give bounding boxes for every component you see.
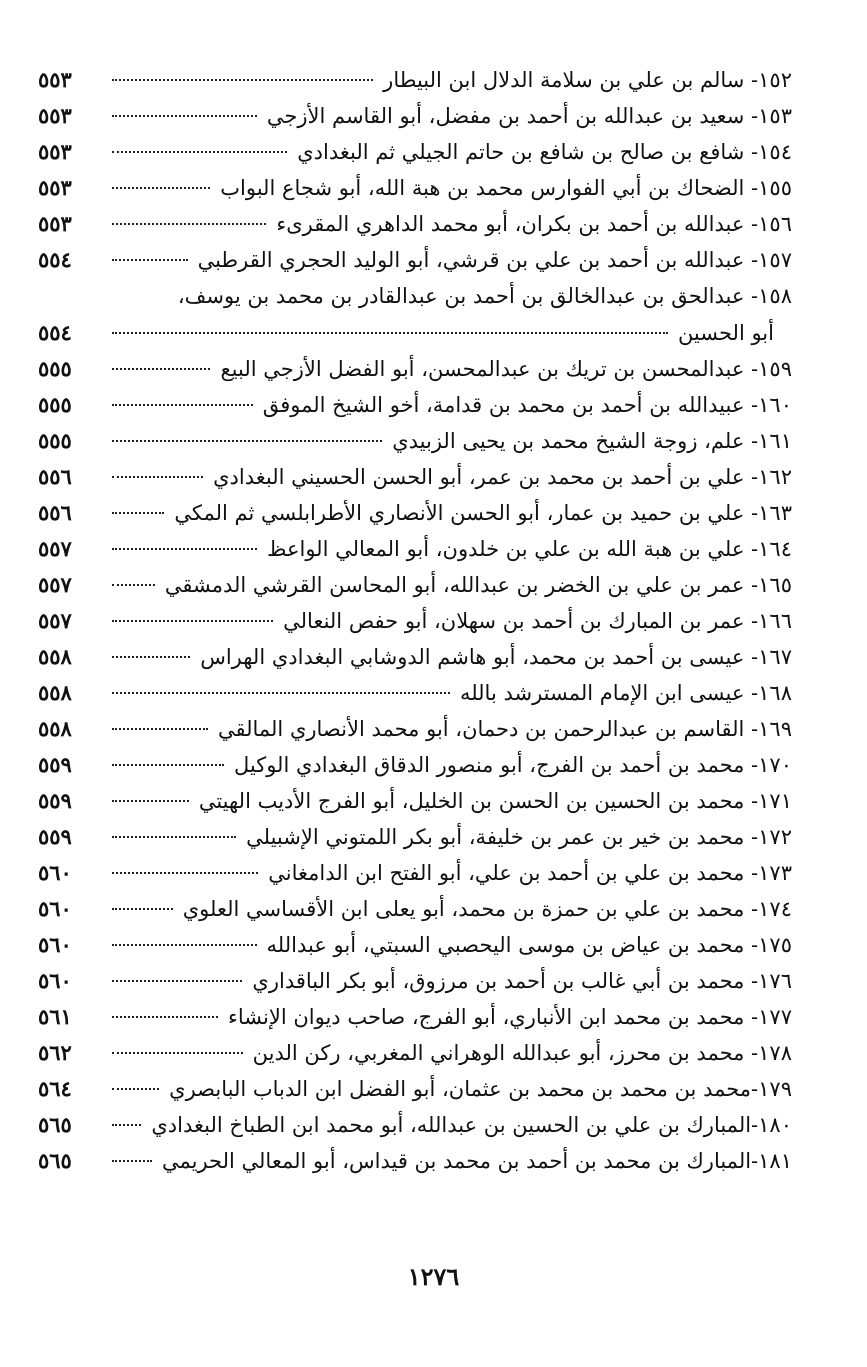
toc-entry-continuation bbox=[38, 315, 792, 351]
entry-page: ٥٥٣ bbox=[38, 175, 72, 200]
entry-title: ١٦٥- عمر بن علي بن الخضر بن عبدالله، أبو المحاسن القرشي الدمشقي bbox=[164, 573, 792, 597]
dot-leader bbox=[112, 259, 188, 261]
entry-page: ٥٥٥ bbox=[38, 356, 72, 381]
toc-entry bbox=[38, 603, 792, 639]
dot-leader bbox=[112, 620, 273, 622]
entry-title: ١٦٧- عيسى بن أحمد بن محمد، أبو هاشم الدوشابي البغدادي الهراس bbox=[200, 645, 792, 669]
dot-leader bbox=[112, 692, 450, 694]
dot-leader bbox=[112, 1016, 218, 1018]
toc-entry bbox=[38, 639, 792, 675]
dot-leader bbox=[112, 944, 257, 946]
entry-page: ٥٦٢ bbox=[38, 1040, 72, 1065]
entry-title: ١٧١- محمد بن الحسين بن الحسن بن الخليل، أبو الفرج الأديب الهيتي bbox=[198, 789, 792, 813]
entry-page: ٥٥٣ bbox=[38, 67, 72, 92]
entry-title: ١٧٠- محمد بن أحمد بن الفرج، أبو منصور الدقاق البغدادي الوكيل bbox=[233, 753, 792, 777]
entry-page: ٥٦٥ bbox=[38, 1148, 72, 1173]
entry-page: ٥٦٠ bbox=[38, 896, 72, 921]
toc-entry bbox=[38, 711, 792, 747]
page-number: ١٢٧٦ bbox=[407, 1262, 460, 1291]
entry-page: ٥٥٩ bbox=[38, 752, 72, 777]
toc-entry bbox=[38, 963, 792, 999]
dot-leader bbox=[112, 548, 257, 550]
toc-entry bbox=[38, 783, 792, 819]
dot-leader bbox=[112, 980, 242, 982]
entry-page: ٥٦٠ bbox=[38, 968, 72, 993]
dot-leader bbox=[112, 404, 253, 406]
toc-entry bbox=[38, 278, 792, 315]
dot-leader bbox=[112, 223, 266, 225]
dot-leader bbox=[112, 440, 382, 442]
toc-entry bbox=[38, 134, 792, 170]
entry-page: ٥٥٦ bbox=[38, 464, 72, 489]
entry-title: ١٦٨- عيسى ابن الإمام المسترشد بالله bbox=[459, 681, 792, 705]
toc-entry bbox=[38, 459, 792, 495]
entry-page: ٥٥٥ bbox=[38, 392, 72, 417]
toc-entry bbox=[38, 351, 792, 387]
entry-title: ١٦٢- علي بن أحمد بن محمد بن عمر، أبو الحسن الحسيني البغدادي bbox=[213, 465, 792, 489]
entry-page: ٥٥٧ bbox=[38, 572, 72, 597]
entry-title: ١٧٢- محمد بن خير بن عمر بن خليفة، أبو بكر اللمتوني الإشبيلي bbox=[246, 825, 792, 849]
entry-title: ١٧٦- محمد بن أبي غالب بن أحمد بن مرزوق، أبو بكر الباقداري bbox=[252, 969, 792, 993]
dot-leader bbox=[112, 476, 203, 478]
dot-leader bbox=[112, 1052, 243, 1054]
entry-title: ١٦٠- عبيدالله بن أحمد بن محمد بن قدامة، أخو الشيخ الموفق bbox=[262, 393, 792, 417]
toc-entry bbox=[38, 242, 792, 278]
dot-leader bbox=[112, 115, 257, 117]
entry-page: ٥٥٨ bbox=[38, 680, 72, 705]
entry-page: ٥٥٤ bbox=[38, 320, 72, 345]
table-of-contents bbox=[38, 62, 792, 1179]
toc-entry bbox=[38, 927, 792, 963]
toc-entry bbox=[38, 891, 792, 927]
entry-page: ٥٥٤ bbox=[38, 247, 72, 272]
toc-entry bbox=[38, 1107, 792, 1143]
entry-page: ٥٥٨ bbox=[38, 716, 72, 741]
entry-title: ١٦٩- القاسم بن عبدالرحمن بن دحمان، أبو محمد الأنصاري المالقي bbox=[217, 717, 792, 741]
entry-title: ١٦١- علم، زوجة الشيخ محمد بن يحيى الزبيدي bbox=[392, 429, 792, 453]
toc-entry bbox=[38, 531, 792, 567]
entry-title: ١٧٩-محمد بن محمد بن محمد بن عثمان، أبو الفضل ابن الدباب البابصري bbox=[169, 1077, 792, 1101]
entry-title: ١٨٠-المبارك بن علي بن الحسين بن عبدالله، أبو محمد ابن الطباخ البغدادي bbox=[151, 1113, 792, 1137]
dot-leader bbox=[112, 332, 668, 334]
entry-title: ١٦٤- علي بن هبة الله بن علي بن خلدون، أبو المعالي الواعظ bbox=[267, 537, 792, 561]
entry-title: ١٥٩- عبدالمحسن بن تريك بن عبدالمحسن، أبو الفضل الأزجي البيع bbox=[220, 357, 792, 381]
dot-leader bbox=[112, 79, 373, 81]
entry-title: ١٥٢- سالم بن علي بن سلامة الدلال ابن البيطار bbox=[383, 68, 792, 92]
dot-leader bbox=[112, 908, 173, 910]
entry-title: ١٥٥- الضحاك بن أبي الفوارس محمد بن هبة الله، أبو شجاع البواب bbox=[220, 176, 792, 200]
entry-title: ١٥٧- عبدالله بن أحمد بن علي بن قرشي، أبو الوليد الحجري القرطبي bbox=[197, 248, 792, 272]
dot-leader bbox=[112, 512, 164, 514]
entry-page: ٥٥٥ bbox=[38, 428, 72, 453]
entry-page: ٥٥٩ bbox=[38, 824, 72, 849]
entry-title: ١٧٤- محمد بن علي بن حمزة بن محمد، أبو يعلى ابن الأقساسي العلوي bbox=[182, 897, 792, 921]
entry-page: ٥٦٠ bbox=[38, 860, 72, 885]
entry-page: ٥٥٣ bbox=[38, 139, 72, 164]
dot-leader bbox=[112, 1124, 141, 1126]
dot-leader bbox=[112, 584, 155, 586]
dot-leader bbox=[112, 872, 258, 874]
entry-page: ٥٥٧ bbox=[38, 608, 72, 633]
toc-entry bbox=[38, 1035, 792, 1071]
dot-leader bbox=[112, 728, 208, 730]
toc-entry bbox=[38, 423, 792, 459]
dot-leader bbox=[112, 368, 210, 370]
entry-page: ٥٥٦ bbox=[38, 500, 72, 525]
entry-page: ٥٥٧ bbox=[38, 536, 72, 561]
toc-entry bbox=[38, 98, 792, 134]
entry-title: ١٦٦- عمر بن المبارك بن أحمد بن سهلان، أبو حفص النعالي bbox=[283, 609, 792, 633]
toc-entry bbox=[38, 62, 792, 98]
entry-page: ٥٦٤ bbox=[38, 1076, 72, 1101]
dot-leader bbox=[112, 800, 189, 802]
toc-entry bbox=[38, 495, 792, 531]
entry-title: ١٥٣- سعيد بن عبدالله بن أحمد بن مفضل، أبو القاسم الأزجي bbox=[266, 104, 792, 128]
entry-page: ٥٥٨ bbox=[38, 644, 72, 669]
entry-title: ١٧٣- محمد بن علي بن أحمد بن علي، أبو الفتح ابن الدامغاني bbox=[268, 861, 792, 885]
dot-leader bbox=[112, 836, 236, 838]
toc-entry bbox=[38, 567, 792, 603]
entry-page: ٥٦١ bbox=[38, 1004, 72, 1029]
entry-title: ١٦٣- علي بن حميد بن عمار، أبو الحسن الأنصاري الأطرابلسي ثم المكي bbox=[174, 501, 792, 525]
dot-leader bbox=[112, 1088, 159, 1090]
toc-entry bbox=[38, 675, 792, 711]
entry-title: ١٥٦- عبدالله بن أحمد بن بكران، أبو محمد الداهري المقرىء bbox=[276, 212, 792, 236]
entry-title: أبو الحسين bbox=[677, 321, 774, 345]
dot-leader bbox=[112, 1160, 152, 1162]
entry-page: ٥٦٠ bbox=[38, 932, 72, 957]
toc-entry bbox=[38, 855, 792, 891]
toc-entry bbox=[38, 387, 792, 423]
toc-entry bbox=[38, 999, 792, 1035]
entry-title: ١٥٨- عبدالحق بن عبدالخالق بن أحمد بن عبدالقادر بن محمد بن يوسف، bbox=[177, 284, 792, 308]
entry-page: ٥٥٣ bbox=[38, 103, 72, 128]
toc-entry bbox=[38, 1071, 792, 1107]
entry-title: ١٧٨- محمد بن محرز، أبو عبدالله الوهراني المغربي، ركن الدين bbox=[252, 1041, 792, 1065]
toc-entry bbox=[38, 819, 792, 855]
dot-leader bbox=[112, 764, 224, 766]
entry-title: ١٨١-المبارك بن محمد بن أحمد بن محمد بن قيداس، أبو المعالي الحريمي bbox=[161, 1149, 792, 1173]
toc-entry bbox=[38, 170, 792, 206]
entry-page: ٥٥٣ bbox=[38, 211, 72, 236]
dot-leader bbox=[112, 187, 210, 189]
entry-title: ١٧٧- محمد بن محمد ابن الأنباري، أبو الفرج، صاحب ديوان الإنشاء bbox=[228, 1005, 792, 1029]
toc-entry bbox=[38, 1143, 792, 1179]
dot-leader bbox=[112, 151, 287, 153]
entry-page: ٥٥٩ bbox=[38, 788, 72, 813]
dot-leader bbox=[112, 656, 190, 658]
entry-title: ١٧٥- محمد بن عياض بن موسى اليحصبي السبتي، أبو عبدالله bbox=[266, 933, 792, 957]
toc-entry bbox=[38, 747, 792, 783]
toc-entry bbox=[38, 206, 792, 242]
entry-title: ١٥٤- شافع بن صالح بن شافع بن حاتم الجيلي ثم البغدادي bbox=[297, 140, 792, 164]
entry-page: ٥٦٥ bbox=[38, 1112, 72, 1137]
